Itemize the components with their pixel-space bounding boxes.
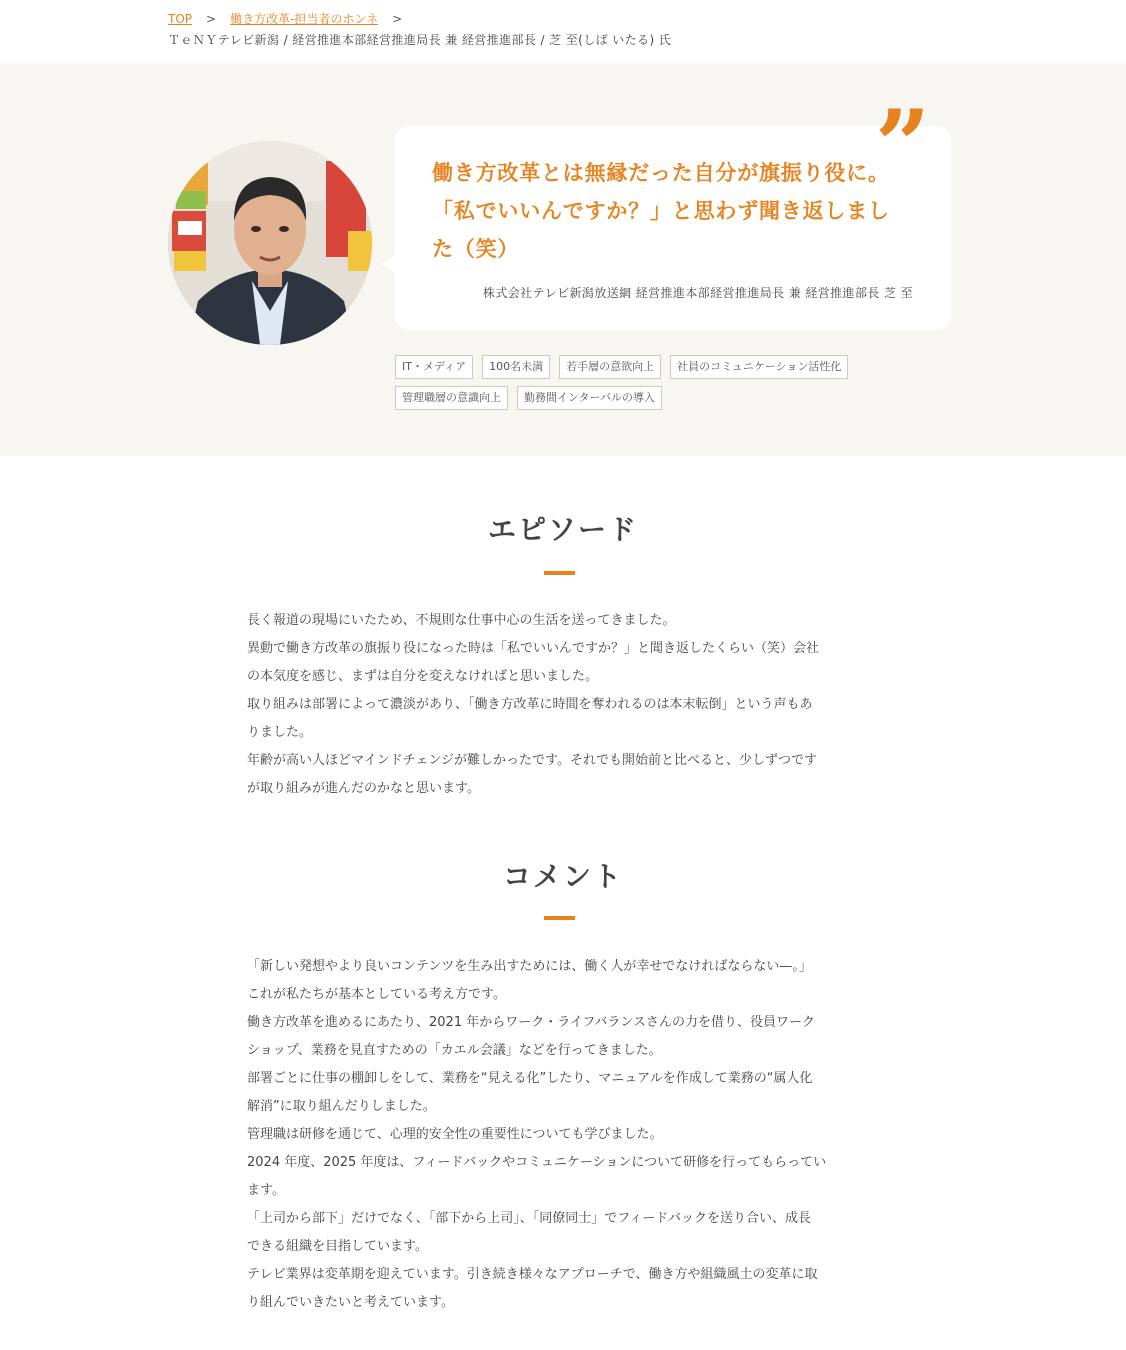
episode-line: 異動で働き方改革の旗振り役になった時は「私でいいんですか？」と聞き返したくらい（笑）会社 <box>247 641 820 656</box>
breadcrumb <box>168 9 968 51</box>
tag[interactable]: 管理職層の意識向上 <box>395 386 508 410</box>
comment-body <box>247 953 877 1317</box>
comment-heading: コメント <box>502 860 623 893</box>
episode-line: りました。 <box>247 725 313 740</box>
headline-line: 「私でいいんですか？」と思わず聞き返しまし <box>432 199 890 223</box>
episode-line: 長く報道の現場にいたため、不規則な仕事中心の生活を送ってきました。 <box>247 613 676 628</box>
comment-line: り組んでいきたいと考えています。 <box>247 1295 454 1310</box>
comment-line: 管理職は研修を通じて、心理的安全性の重要性についても学びました。 <box>247 1127 663 1142</box>
comment-heading-underline <box>544 916 575 920</box>
breadcrumb-category-link[interactable]: 働き方改革-担当者のホンネ <box>230 12 379 26</box>
comment-line: 部署ごとに仕事の棚卸しをして、業務を“見える化”したり、マニュアルを作成して業務の“属人化 <box>247 1071 813 1086</box>
tag[interactable]: 社員のコミュニケーション活性化 <box>670 355 848 379</box>
episode-heading: エピソード <box>487 513 638 546</box>
tag-list <box>395 355 955 410</box>
comment-line: 解消”に取り組んだりしました。 <box>247 1099 436 1114</box>
breadcrumb-separator: > <box>206 12 217 26</box>
comment-line: ショップ、業務を見直すための「カエル会議」などを行ってきました。 <box>247 1043 662 1058</box>
tag[interactable]: 勤務間インターバルの導入 <box>517 386 662 410</box>
episode-line: 年齢が高い人ほどマインドチェンジが難しかったです。それでも開始前と比べると、少しずつです <box>247 753 817 768</box>
tag[interactable]: IT・メディア <box>395 355 473 379</box>
quote-mark-icon: ” <box>875 89 931 202</box>
episode-line: 取り組みは部署によって濃淡があり、「働き方改革に時間を奪われるのは本末転倒」という声もあ <box>247 697 813 712</box>
interviewee-photo <box>168 141 372 345</box>
comment-line: 「新しい発想やより良いコンテンツを生み出すためには、働く人が幸せでなければならない—。」 <box>247 959 812 974</box>
headline-line: た（笑） <box>432 237 520 261</box>
breadcrumb-separator: > <box>392 12 403 26</box>
speaker-affiliation: 株式会社テレビ新潟放送網 経営推進本部経営推進局長 兼 経営推進部長 芝 至 <box>482 286 913 300</box>
comment-line: 「上司から部下」だけでなく、「部下から上司」、「同僚同士」でフィードバックを送り合い、成長 <box>247 1211 811 1226</box>
episode-line: が取り組みが進んだのかなと思います。 <box>247 781 480 796</box>
breadcrumb-current: ＴｅＮＹテレビ新潟 / 経営推進本部経営推進局長 兼 経営推進部長 / 芝 至(しば いたる) 氏 <box>168 33 672 47</box>
comment-line: できる組織を目指しています。 <box>247 1239 428 1254</box>
comment-line: ます。 <box>247 1183 285 1198</box>
comment-line: これが私たちが基本としている考え方です。 <box>247 987 506 1002</box>
tag[interactable]: 100名未満 <box>482 355 550 379</box>
interview-hero <box>0 63 1126 456</box>
quote-bubble <box>395 89 951 330</box>
breadcrumb-top-link[interactable]: TOP <box>168 12 193 26</box>
episode-body <box>247 607 877 803</box>
comment-line: 働き方改革を進めるにあたり、2021 年からワーク・ライフバランスさんの力を借り、役員ワーク <box>247 1015 816 1030</box>
comment-line: 2024 年度、2025 年度は、フィードバックやコミュニケーションについて研修を行ってもらってい <box>247 1155 827 1170</box>
episode-heading-underline <box>544 571 575 575</box>
headline-line: 働き方改革とは無縁だった自分が旗振り役に。 <box>432 161 890 185</box>
interview-headline <box>432 154 922 268</box>
comment-line: テレビ業界は変革期を迎えています。引き続き様々なアプローチで、働き方や組織風土の変革に取 <box>247 1267 818 1282</box>
tag[interactable]: 若手層の意欲向上 <box>559 355 661 379</box>
episode-line: の本気度を感じ、まずは自分を変えなければと思いました。 <box>247 669 599 684</box>
bubble-tail <box>381 254 397 274</box>
person-photo-icon <box>168 141 372 345</box>
